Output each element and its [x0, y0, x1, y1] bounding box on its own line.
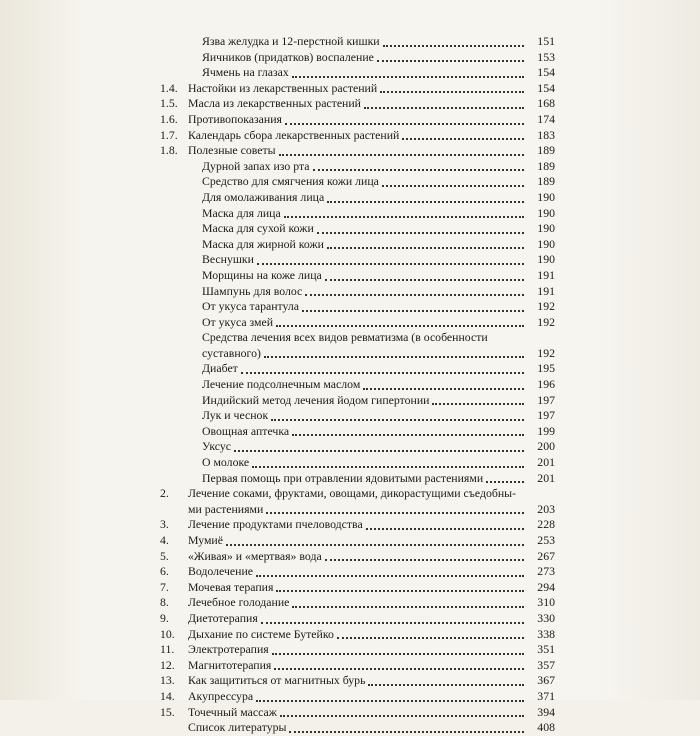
toc-entry-number: 1.8.: [160, 143, 178, 158]
toc-entry-number: 5.: [160, 548, 169, 563]
toc-entry-page: 183: [537, 127, 555, 142]
toc-entry-page: 154: [537, 80, 555, 95]
dot-leader: [276, 324, 524, 327]
toc-entry: [160, 486, 555, 502]
toc-entry: [160, 393, 555, 409]
toc-entry: [160, 174, 555, 190]
toc-entry: [160, 549, 555, 565]
toc-entry: [160, 268, 555, 284]
toc-entry-number: 2.: [160, 486, 169, 501]
toc-entry-title: Язва желудка и 12-перстной кишки: [202, 34, 380, 48]
toc-entry: [160, 611, 555, 627]
toc-entry-page: 310: [537, 595, 555, 610]
table-of-contents: [160, 34, 555, 736]
toc-entry: [160, 221, 555, 237]
dot-leader: [317, 231, 524, 234]
toc-entry: [160, 689, 555, 705]
toc-entry-page: 197: [537, 392, 555, 407]
toc-entry-page: 267: [537, 548, 555, 563]
toc-entry-page: 394: [537, 704, 555, 719]
toc-entry-title: Электротерапия: [188, 642, 269, 657]
toc-entry: [160, 190, 555, 206]
toc-entry: [160, 299, 555, 315]
toc-entry-title: Водолечение: [188, 564, 254, 579]
dot-leader: [257, 262, 524, 265]
toc-entry: [160, 502, 555, 518]
toc-entry-number: 4.: [160, 533, 169, 547]
toc-entry-page: 196: [537, 377, 555, 392]
toc-entry-number: 15.: [160, 704, 175, 719]
toc-entry: [160, 439, 555, 455]
toc-entry: [160, 112, 555, 128]
toc-entry-title: Акупрессура: [188, 688, 254, 703]
toc-entry: [160, 408, 555, 424]
toc-entry-title: Морщины на коже лица: [202, 267, 322, 282]
toc-entry-title: суставного): [202, 345, 261, 360]
toc-entry-title: Точечный массаж: [188, 704, 277, 719]
toc-entry-page: 190: [537, 205, 555, 220]
dot-leader: [491, 342, 524, 343]
toc-entry-title: Масла из лекарственных растений: [188, 96, 361, 111]
toc-entry: [160, 34, 555, 50]
toc-entry: [160, 330, 555, 346]
dot-leader: [363, 387, 524, 390]
toc-entry-number: 1.7.: [160, 127, 178, 142]
toc-entry-page: 199: [537, 423, 555, 438]
dot-leader: [327, 200, 524, 203]
dot-leader: [280, 714, 524, 717]
toc-entry-page: 191: [537, 283, 555, 298]
toc-entry-page: 203: [537, 501, 555, 516]
toc-entry-title: Для омолаживания лица: [202, 189, 325, 204]
toc-entry-title: Маска для лица: [202, 205, 281, 220]
toc-entry-title: Первая помощь при отравлении ядовитыми растениями: [202, 470, 484, 485]
toc-entry-page: 190: [537, 189, 555, 204]
toc-entry-page: 408: [537, 720, 555, 735]
toc-entry: [160, 533, 555, 549]
toc-entry: [160, 128, 555, 144]
toc-entry-title: Яичников (придатков) воспаление: [202, 49, 374, 64]
toc-entry-number: 9.: [160, 610, 169, 625]
dot-leader: [292, 75, 524, 78]
toc-entry-title: Лечение подсолнечным маслом: [202, 377, 361, 392]
toc-entry-title: Уксус: [202, 439, 231, 454]
toc-entry-page: 197: [537, 408, 555, 423]
dot-leader: [256, 699, 524, 702]
toc-entry-title: Маска для жирной кожи: [202, 236, 325, 251]
toc-entry-title: Диетотерапия: [188, 610, 258, 625]
toc-entry: [160, 284, 555, 300]
toc-entry-page: 189: [537, 143, 555, 158]
dot-leader: [302, 309, 524, 312]
toc-entry-title: Магнитотерапия: [188, 657, 272, 672]
dot-leader: [292, 433, 524, 436]
dot-leader: [305, 293, 524, 296]
toc-entry-title: Календарь сбора лекарственных растений: [188, 127, 400, 142]
toc-entry-title: Лук и чеснок: [202, 408, 269, 423]
toc-entry: [160, 471, 555, 487]
toc-entry-title: Список литературы: [188, 720, 287, 735]
toc-entry: [160, 50, 555, 66]
toc-entry-page: 174: [537, 111, 555, 126]
dot-leader: [276, 589, 524, 592]
dot-leader: [272, 652, 524, 655]
dot-leader: [266, 511, 524, 514]
toc-entry-page: 371: [537, 688, 555, 703]
toc-entry-page: 192: [537, 314, 555, 329]
toc-entry: [160, 346, 555, 362]
dot-leader: [274, 667, 524, 670]
toc-entry: [160, 361, 555, 377]
toc-entry-title: Шампунь для волос: [202, 283, 303, 298]
toc-entry: [160, 377, 555, 393]
toc-entry-page: 154: [537, 65, 555, 80]
toc-entry-page: 192: [537, 345, 555, 360]
dot-leader: [366, 527, 524, 530]
dot-leader: [382, 184, 524, 187]
toc-entry-title: О молоке: [202, 455, 250, 470]
toc-entry-number: 13.: [160, 673, 175, 688]
toc-entry-number: 1.6.: [160, 111, 178, 126]
toc-entry-title: «Живая» и «мертвая» вода: [188, 548, 322, 563]
toc-entry: [160, 658, 555, 674]
dot-leader: [383, 44, 524, 47]
dot-leader: [252, 465, 524, 468]
toc-entry-page: 189: [537, 174, 555, 189]
dot-leader: [402, 137, 524, 140]
toc-entry-page: 200: [537, 439, 555, 454]
toc-entry-number: 8.: [160, 595, 169, 610]
toc-entry-page: 201: [537, 455, 555, 470]
toc-entry: [160, 595, 555, 611]
toc-entry-title: Овощная аптечка: [202, 423, 290, 438]
toc-entry: [160, 720, 555, 736]
toc-entry-page: 357: [537, 657, 555, 672]
toc-entry-page: 189: [537, 158, 555, 173]
toc-entry: [160, 315, 555, 331]
toc-entry: [160, 642, 555, 658]
dot-leader: [337, 636, 524, 639]
toc-entry-number: 12.: [160, 657, 175, 672]
toc-entry: [160, 517, 555, 533]
toc-entry: [160, 159, 555, 175]
dot-leader: [377, 59, 524, 62]
toc-entry: [160, 206, 555, 222]
toc-entry-title: Диабет: [202, 361, 238, 376]
toc-entry: [160, 580, 555, 596]
dot-leader: [292, 605, 524, 608]
toc-entry-page: 253: [537, 533, 555, 547]
dot-leader: [432, 402, 524, 405]
toc-entry-number: 11.: [160, 642, 175, 657]
dot-leader: [325, 558, 524, 561]
toc-entry-number: 1.4.: [160, 80, 178, 95]
toc-entry-title: Полезные советы: [188, 143, 276, 158]
toc-entry-title: Мумиё: [188, 533, 223, 547]
toc-entry-title: Лечение продуктами пчеловодства: [188, 517, 363, 532]
dot-leader: [486, 480, 524, 483]
toc-entry-page: 294: [537, 579, 555, 594]
toc-entry-title: Веснушки: [202, 252, 254, 267]
dot-leader: [234, 449, 524, 452]
dot-leader: [284, 215, 524, 218]
dot-leader: [364, 106, 524, 109]
toc-entry-title: Мочевая терапия: [188, 579, 274, 594]
dot-leader: [241, 371, 524, 374]
toc-entry-title: Противопоказания: [188, 111, 282, 126]
toc-entry-page: 190: [537, 252, 555, 267]
toc-entry: [160, 627, 555, 643]
toc-entry-page: 191: [537, 267, 555, 282]
toc-entry-title: Дыхание по системе Бутейко: [188, 626, 334, 641]
toc-entry-page: 330: [537, 610, 555, 625]
toc-entry-page: 190: [537, 236, 555, 251]
dot-leader: [380, 90, 524, 93]
toc-entry: [160, 252, 555, 268]
toc-entry-title: Индийский метод лечения йодом гипертонии: [202, 392, 430, 407]
dot-leader: [325, 278, 524, 281]
dot-leader: [264, 355, 524, 358]
toc-entry-page: 192: [537, 299, 555, 314]
toc-entry-number: 7.: [160, 579, 169, 594]
toc-entry-title: Лечение соками, фруктами, овощами, дикорастущими съедобны-: [188, 486, 517, 501]
toc-entry-title: Лечебное голодание: [188, 595, 290, 610]
toc-entry-page: 367: [537, 673, 555, 688]
toc-entry-title: От укуса змей: [202, 314, 274, 329]
toc-entry-title: Как защититься от магнитных бурь: [188, 673, 366, 688]
toc-entry-page: 168: [537, 96, 555, 111]
dot-leader: [226, 543, 524, 546]
toc-entry-page: 228: [537, 517, 555, 532]
toc-entry-title: От укуса тарантула: [202, 299, 300, 314]
dot-leader: [327, 246, 524, 249]
toc-entry: [160, 96, 555, 112]
dot-leader: [271, 418, 524, 421]
toc-entry: [160, 143, 555, 159]
toc-entry-title: Средство для смягчения кожи лица: [202, 174, 379, 189]
toc-entry-page: 190: [537, 221, 555, 236]
dot-leader: [368, 683, 524, 686]
dot-leader: [285, 122, 524, 125]
dot-leader: [256, 574, 524, 577]
toc-entry-title: ми растениями: [188, 501, 264, 516]
toc-entry-page: 195: [537, 361, 555, 376]
dot-leader: [279, 153, 524, 156]
toc-entry-number: 10.: [160, 626, 175, 641]
toc-entry: [160, 455, 555, 471]
toc-entry-number: 1.5.: [160, 96, 178, 111]
toc-entry: [160, 564, 555, 580]
toc-entry-title: Дурной запах изо рта: [202, 158, 310, 173]
toc-entry: [160, 424, 555, 440]
dot-leader: [261, 621, 524, 624]
toc-entry: [160, 237, 555, 253]
toc-entry-page: 151: [537, 34, 555, 48]
toc-entry-number: 14.: [160, 688, 175, 703]
toc-entry-page: 351: [537, 642, 555, 657]
toc-entry-page: 153: [537, 49, 555, 64]
dot-leader: [313, 168, 525, 171]
toc-entry-number: 3.: [160, 517, 169, 532]
dot-leader: [289, 730, 524, 733]
toc-entry: [160, 65, 555, 81]
toc-entry-title: Ячмень на глазах: [202, 65, 289, 80]
toc-entry: [160, 81, 555, 97]
toc-entry-number: 6.: [160, 564, 169, 579]
dot-leader: [519, 498, 527, 499]
toc-entry-title: Настойки из лекарственных растений: [188, 80, 378, 95]
toc-entry-title: Маска для сухой кожи: [202, 221, 314, 236]
toc-entry-page: 273: [537, 564, 555, 579]
toc-entry: [160, 673, 555, 689]
toc-entry: [160, 705, 555, 721]
toc-entry-page: 338: [537, 626, 555, 641]
toc-entry-page: 201: [537, 470, 555, 485]
toc-entry-title: Средства лечения всех видов ревматизма (в особенности: [202, 330, 488, 345]
